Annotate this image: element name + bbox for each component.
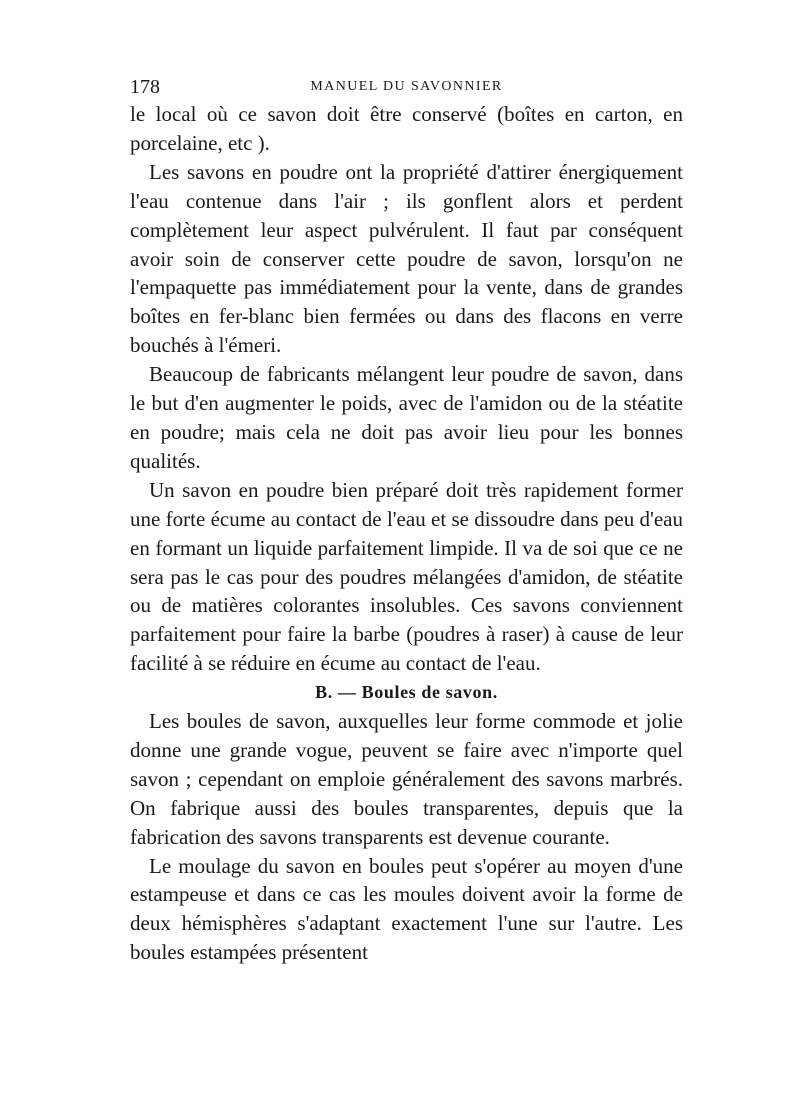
paragraph: Le moulage du savon en boules peut s'opérer au moyen d'une estampeuse et dans ce cas les moules doivent avoir la forme de deux hémisphères s'adaptant exactement l'une sur l'autre. Les boules estampées présentent	[130, 853, 683, 965]
paragraph: Les savons en poudre ont la propriété d'attirer énergiquement l'eau contenue dans l'air ; ils gonflent alors et perdent complètement leur aspect pulvérulent. Il faut par conséquent avoir soin de conserver cette poudre de savon, lorsqu'on ne l'empaquette pas immédiatement pour la vente, dans de grandes boîtes en fer-blanc bien fermées ou dans des flacons en verre bouchés à l'émeri.	[130, 159, 683, 358]
running-head	[130, 70, 683, 100]
body-text	[130, 100, 683, 967]
paragraph: Un savon en poudre bien préparé doit très rapidement former une forte écume au contact de l'eau et se dissoudre dans peu d'eau en formant un liquide parfaitement limpide. Il va de soi que ce ne sera pas le cas pour des poudres mélangées d'amidon, de stéatite ou de matières colorantes insolubles. Ces savons conviennent parfaitement pour faire la barbe (poudres à raser) à cause de leur facilité à se réduire en écume au contact de l'eau.	[130, 477, 683, 676]
book-page	[130, 70, 683, 967]
paragraph: Les boules de savon, auxquelles leur forme commode et jolie donne une grande vogue, peuvent se faire avec n'importe quel savon ; cependant on emploie généralement des savons marbrés. On fabrique aussi des boules transparentes, depuis que la fabrication des savons transparents est devenue courante.	[130, 709, 683, 849]
paragraph-continuation: le local où ce savon doit être conservé (boîtes en carton, en porcelaine, etc ).	[130, 102, 683, 155]
paragraph: Beaucoup de fabricants mélangent leur poudre de savon, dans le but d'en augmenter le poids, avec de l'amidon ou de la stéatite en poudre; mais cela ne doit pas avoir lieu pour les bonnes qualités.	[130, 362, 683, 473]
page-number: 178	[130, 76, 160, 98]
running-title: MANUEL DU SAVONNIER	[310, 79, 503, 94]
section-heading: B. — Boules de savon.	[315, 682, 498, 703]
